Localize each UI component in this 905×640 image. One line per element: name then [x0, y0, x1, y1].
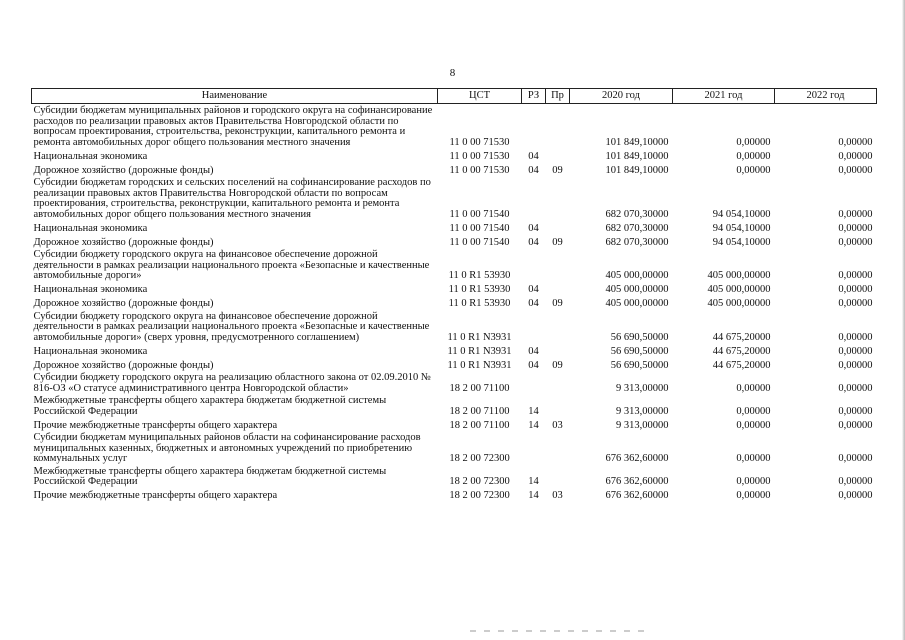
- row-2020: 9 313,00000: [616, 419, 669, 431]
- row-2020: 9 313,00000: [616, 382, 669, 394]
- row-2021: 0,00000: [736, 382, 771, 394]
- row-cst: 11 0 00 71540: [449, 222, 510, 234]
- row-pr: 03: [552, 490, 563, 501]
- row-pr: [546, 282, 570, 296]
- row-cst: 11 0 R1 53930: [448, 284, 511, 295]
- row-name: Дорожное хозяйство (дорожные фонды): [33, 164, 214, 176]
- row-rz: 14: [528, 490, 539, 501]
- row-rz: [522, 176, 546, 220]
- row-name: Национальная экономика: [33, 345, 148, 357]
- row-2020: 101 849,10000: [605, 150, 669, 162]
- row-cst: 18 2 00 72300: [449, 453, 510, 464]
- row-2021: 44 675,20000: [712, 331, 771, 343]
- row-2020: 676 362,60000: [605, 453, 669, 464]
- row-2022: 0,00000: [838, 419, 873, 431]
- row-cst: 11 0 R1 N3931: [447, 331, 512, 343]
- row-2022: 0,00000: [838, 136, 873, 148]
- row-2020: 56 690,50000: [610, 359, 669, 371]
- row-2021: 44 675,20000: [712, 359, 771, 371]
- row-pr: 09: [552, 298, 563, 309]
- row-cst: 11 0 00 71530: [449, 150, 510, 162]
- header-rz: РЗ: [522, 89, 546, 104]
- row-name: Прочие межбюджетные трансферты общего характера: [33, 490, 278, 501]
- row-2022: 0,00000: [838, 331, 873, 343]
- row-pr: 09: [552, 236, 563, 248]
- row-cst: 11 0 R1 N3931: [447, 359, 512, 371]
- row-2020: 9 313,00000: [616, 405, 669, 417]
- row-2021: 44 675,20000: [712, 345, 771, 357]
- row-2022: 0,00000: [838, 359, 873, 371]
- row-2021: 0,00000: [736, 476, 771, 487]
- table-row: [32, 465, 877, 488]
- table-row: [32, 357, 877, 371]
- row-cst: 11 0 00 71530: [449, 136, 510, 148]
- row-2022: 0,00000: [838, 298, 873, 309]
- header-2020: 2020 год: [570, 89, 673, 104]
- row-2022: 0,00000: [838, 453, 873, 464]
- row-cst: 18 2 00 72300: [449, 490, 510, 501]
- row-name: Дорожное хозяйство (дорожные фонды): [33, 359, 214, 371]
- row-2022: 0,00000: [838, 490, 873, 501]
- row-2021: 0,00000: [736, 453, 771, 464]
- row-2020: 101 849,10000: [605, 164, 669, 176]
- row-cst: 18 2 00 71100: [449, 419, 510, 431]
- row-2020: 56 690,50000: [610, 331, 669, 343]
- row-2020: 405 000,00000: [605, 298, 669, 309]
- row-name: Субсидии бюджетам городских и сельских поселений на софинансирование расходов по реализации правовых актов Правительства Новгородской области по вопросам проектирования, строительства, реконструкции, капитального ремонта и ремонта автомобильных дорог общего пользования местного значения: [33, 177, 431, 220]
- row-cst: 18 2 00 71100: [449, 405, 510, 417]
- row-rz: 04: [528, 150, 539, 162]
- table-body: [32, 104, 877, 502]
- row-name: Дорожное хозяйство (дорожные фонды): [33, 298, 214, 309]
- table-row: [32, 248, 877, 282]
- table-header: [32, 89, 877, 104]
- table-row: [32, 104, 877, 149]
- row-2021: 0,00000: [736, 150, 771, 162]
- table-row: [32, 371, 877, 394]
- budget-table: [31, 88, 877, 502]
- row-rz: 14: [528, 476, 539, 487]
- row-cst: 18 2 00 71100: [449, 382, 510, 394]
- row-name: Дорожное хозяйство (дорожные фонды): [33, 236, 214, 248]
- row-2022: 0,00000: [838, 236, 873, 248]
- row-rz: 04: [528, 236, 539, 248]
- table-row: [32, 220, 877, 234]
- row-2021: 0,00000: [736, 419, 771, 431]
- row-rz: [522, 310, 546, 344]
- row-name: Субсидии бюджету городского округа на финансовое обеспечение дорожной деятельности в рамках реализации национального проекта «Безопасные и качественные автомобильные дороги»: [33, 249, 430, 281]
- table-row: [32, 234, 877, 248]
- row-cst: 11 0 R1 53930: [448, 298, 511, 309]
- table-row: [32, 282, 877, 296]
- row-rz: [522, 104, 546, 149]
- row-2022: 0,00000: [838, 476, 873, 487]
- row-2022: 0,00000: [838, 208, 873, 220]
- row-pr: [546, 394, 570, 417]
- row-pr: [546, 465, 570, 488]
- row-2020: 682 070,30000: [605, 222, 669, 234]
- row-rz: 04: [528, 284, 539, 295]
- row-name: Субсидии бюджетам муниципальных районов и городского округа на софинансирование расходов по реализации правовых актов Правительства Новгородской области по вопросам проектирования, строительства, реконструкции, капитального ремонта и ремонта автомобильных дорог общего пользования местного значения: [33, 105, 433, 148]
- row-2020: 676 362,60000: [605, 476, 669, 487]
- row-2020: 682 070,30000: [605, 208, 669, 220]
- row-pr: [546, 343, 570, 357]
- row-name: Субсидии бюджету городского округа на финансовое обеспечение дорожной деятельности в рамках реализации национального проекта «Безопасные и качественные автомобильные дороги» (сверх уровня, предусмотренного соглашением): [33, 310, 430, 343]
- row-name: Межбюджетные трансферты общего характера бюджетам бюджетной системы Российской Федерации: [33, 395, 387, 417]
- table-row: [32, 296, 877, 310]
- row-cst: 11 0 R1 53930: [448, 270, 511, 281]
- row-2022: 0,00000: [838, 345, 873, 357]
- row-2020: 405 000,00000: [605, 270, 669, 281]
- row-2021: 94 054,10000: [712, 208, 771, 220]
- header-name: Наименование: [32, 89, 438, 104]
- table-row: [32, 394, 877, 417]
- row-pr: [546, 176, 570, 220]
- row-2022: 0,00000: [838, 164, 873, 176]
- row-2021: 0,00000: [736, 164, 771, 176]
- row-name: Субсидии бюджетам муниципальных районов области на софинансирование расходов муниципальных казенных, бюджетных и автономных учреждений по приобретению коммунальных услуг: [33, 432, 421, 464]
- row-rz: 04: [528, 164, 539, 176]
- row-pr: [546, 248, 570, 282]
- row-2020: 682 070,30000: [605, 236, 669, 248]
- scan-smudge: [470, 630, 650, 632]
- row-2021: 94 054,10000: [712, 236, 771, 248]
- row-pr: [546, 148, 570, 162]
- row-name: Национальная экономика: [33, 150, 148, 162]
- row-rz: 04: [528, 359, 539, 371]
- page-number: 8: [449, 67, 456, 79]
- row-2022: 0,00000: [838, 405, 873, 417]
- table-row: [32, 417, 877, 431]
- table-row: [32, 162, 877, 176]
- row-rz: [522, 248, 546, 282]
- row-2021: 0,00000: [736, 490, 771, 501]
- row-pr: 03: [552, 419, 563, 431]
- row-name: Межбюджетные трансферты общего характера бюджетам бюджетной системы Российской Федерации: [33, 465, 387, 487]
- row-2021: 0,00000: [736, 136, 771, 148]
- row-rz: 04: [528, 345, 539, 357]
- row-pr: [546, 371, 570, 394]
- row-2021: 405 000,00000: [707, 298, 771, 309]
- row-2021: 405 000,00000: [707, 270, 771, 281]
- row-2021: 94 054,10000: [712, 222, 771, 234]
- row-2022: 0,00000: [838, 382, 873, 394]
- row-2020: 56 690,50000: [610, 345, 669, 357]
- row-2022: 0,00000: [838, 284, 873, 295]
- row-2021: 405 000,00000: [707, 284, 771, 295]
- row-pr: [546, 310, 570, 344]
- header-2021: 2021 год: [673, 89, 775, 104]
- row-name: Субсидии бюджету городского округа на реализацию областного закона от 02.09.2010 № 816-ОЗ «О статусе административного центра Новгородской области»: [33, 372, 431, 394]
- row-rz: 14: [528, 419, 539, 431]
- row-name: Национальная экономика: [33, 284, 148, 295]
- row-2022: 0,00000: [838, 150, 873, 162]
- row-2022: 0,00000: [838, 270, 873, 281]
- row-pr: 09: [552, 359, 563, 371]
- row-pr: [546, 104, 570, 149]
- row-cst: 11 0 00 71540: [449, 236, 510, 248]
- header-pr: Пр: [546, 89, 570, 104]
- row-2021: 0,00000: [736, 405, 771, 417]
- table-row: [32, 343, 877, 357]
- row-pr: 09: [552, 164, 563, 176]
- row-2020: 405 000,00000: [605, 284, 669, 295]
- table-row: [32, 488, 877, 502]
- row-cst: 11 0 00 71540: [449, 208, 510, 220]
- row-rz: 14: [528, 405, 539, 417]
- table-row: [32, 176, 877, 220]
- table-row: [32, 431, 877, 465]
- row-pr: [546, 431, 570, 465]
- row-2020: 676 362,60000: [605, 490, 669, 501]
- row-pr: [546, 220, 570, 234]
- header-cst: ЦСТ: [438, 89, 522, 104]
- row-rz: [522, 371, 546, 394]
- row-name: Прочие межбюджетные трансферты общего характера: [33, 419, 278, 431]
- row-cst: 18 2 00 72300: [449, 476, 510, 487]
- row-rz: 04: [528, 222, 539, 234]
- table-row: [32, 310, 877, 344]
- row-cst: 11 0 00 71530: [449, 164, 510, 176]
- header-2022: 2022 год: [775, 89, 877, 104]
- row-cst: 11 0 R1 N3931: [447, 345, 512, 357]
- row-2020: 101 849,10000: [605, 136, 669, 148]
- row-rz: [522, 431, 546, 465]
- table-row: [32, 148, 877, 162]
- row-rz: 04: [528, 298, 539, 309]
- row-name: Национальная экономика: [33, 222, 148, 234]
- row-2022: 0,00000: [838, 222, 873, 234]
